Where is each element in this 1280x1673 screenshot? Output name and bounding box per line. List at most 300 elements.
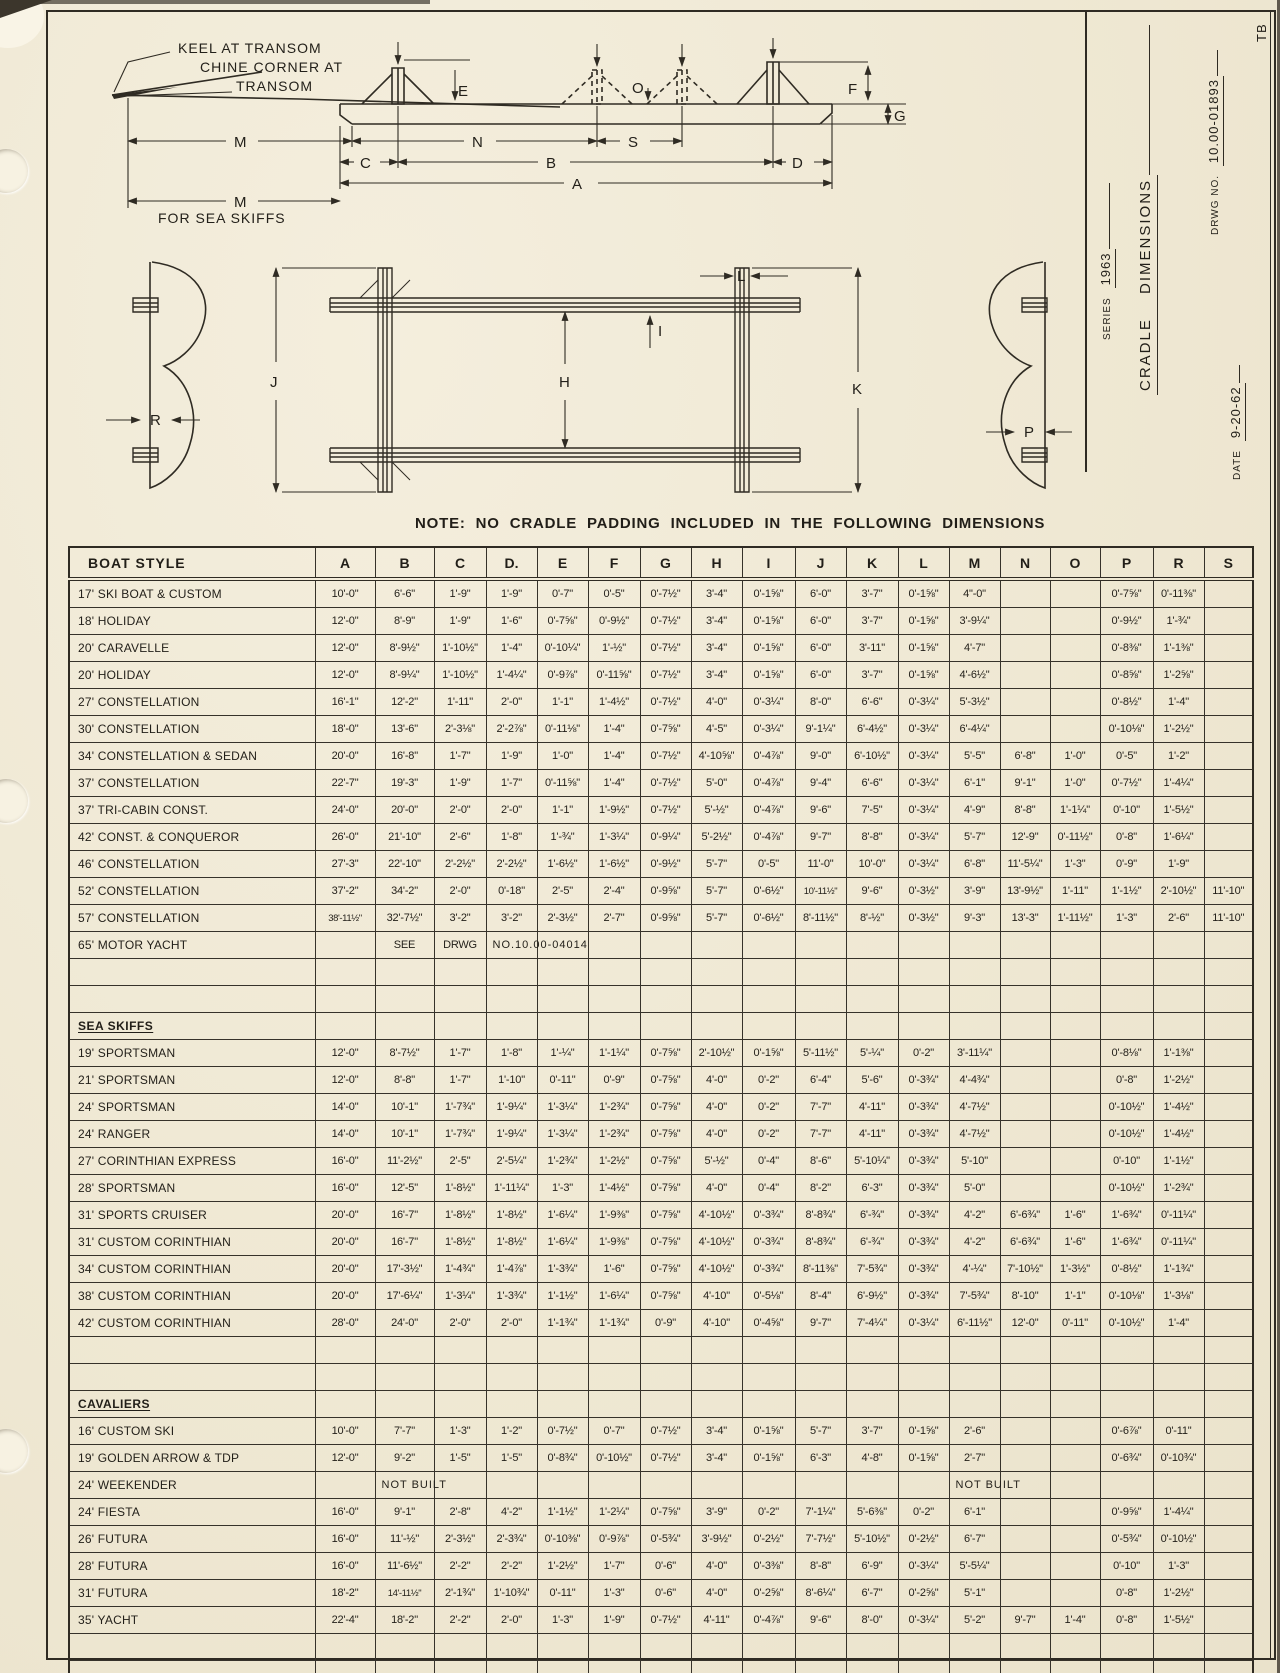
dim-cell-F: 0'-9" (588, 1067, 640, 1094)
dim-cell-S (1204, 662, 1253, 689)
dim-cell-O (1050, 1634, 1100, 1661)
dim-cell-M: 7'-5¾" (949, 1283, 1000, 1310)
dim-cell-R (1153, 986, 1204, 1013)
dim-cell-B (375, 1391, 434, 1418)
dim-cell-H: 4'-0" (691, 1067, 742, 1094)
dim-cell-B (375, 1013, 434, 1040)
dim-cell-B: 12'-5" (375, 1175, 434, 1202)
dim-cell-R (1153, 932, 1204, 959)
dim-cell-M: 4'-7" (949, 635, 1000, 662)
dim-cell-K: 7'-4¼" (846, 1310, 898, 1337)
dim-cell-K: 3'-11" (846, 635, 898, 662)
dim-cell-C: 1'-8½" (434, 1229, 486, 1256)
dim-cell-L: 0'-2" (898, 1499, 949, 1526)
dim-cell-R (1153, 1661, 1204, 1673)
dim-cell-O: 1'-1" (1050, 1283, 1100, 1310)
dim-cell-L: 0'-3¾" (898, 1256, 949, 1283)
dim-cell-G: 0'-7½" (640, 689, 691, 716)
dim-cell-G: 0'-7⅝" (640, 1094, 691, 1121)
dim-cell-H: 4'-0" (691, 1580, 742, 1607)
dim-cell-S (1204, 1634, 1253, 1661)
dim-cell-M (949, 1661, 1000, 1673)
dim-cell-F: 1'-1¼" (588, 1040, 640, 1067)
column-header-N: N (1000, 547, 1050, 579)
dim-cell-O (1050, 1553, 1100, 1580)
dim-cell-S (1204, 1607, 1253, 1634)
dim-cell-O: 1'-6" (1050, 1202, 1100, 1229)
table-row (69, 1445, 1253, 1472)
dim-cell-N (1000, 1067, 1050, 1094)
dim-cell-C: 1'-7" (434, 1040, 486, 1067)
dim-cell-B: 20'-0" (375, 797, 434, 824)
dim-cell-R: 1'-2¾" (1153, 1175, 1204, 1202)
boat-style-cell: 46' CONSTELLATION (69, 851, 315, 878)
dim-cell-I: 0'-2" (742, 1499, 795, 1526)
dim-cell-S (1204, 1553, 1253, 1580)
dim-cell-B: 8'-9½" (375, 635, 434, 662)
dim-cell-C: 2'-5" (434, 1148, 486, 1175)
dim-cell-A (315, 1337, 375, 1364)
dim-cell-M: 5'-5" (949, 743, 1000, 770)
dim-cell-B: 16'-7" (375, 1202, 434, 1229)
dim-cell-M: 5'-10" (949, 1148, 1000, 1175)
dim-cell-D (486, 1364, 537, 1391)
dim-cell-N (1000, 662, 1050, 689)
sea-skiffs-note: FOR SEA SKIFFS (158, 210, 286, 226)
dim-cell-G: 0'-7⅝" (640, 1256, 691, 1283)
boat-style-cell (69, 986, 315, 1013)
dim-cell-G (640, 1013, 691, 1040)
dim-cell-H: 3'-4" (691, 635, 742, 662)
dim-cell-N: 9'-7" (1000, 1607, 1050, 1634)
dim-cell-B: 8'-9" (375, 608, 434, 635)
dim-cell-D: 1'-10" (486, 1067, 537, 1094)
dim-cell-R: 2'-6" (1153, 905, 1204, 932)
dim-cell-F: 1'-2¾" (588, 1121, 640, 1148)
dim-cell-A (315, 1364, 375, 1391)
dim-label-c: C (360, 155, 371, 172)
dim-cell-B: 19'-3" (375, 770, 434, 797)
dim-cell-S (1204, 986, 1253, 1013)
dim-cell-O (1050, 1445, 1100, 1472)
dim-cell-O (1050, 608, 1100, 635)
dim-cell-S: 11'-10" (1204, 878, 1253, 905)
dim-cell-L: 0'-1⅝" (898, 608, 949, 635)
dim-cell-L: 0'-3½" (898, 905, 949, 932)
dim-label-p: P (1024, 424, 1035, 441)
dim-cell-O (1050, 959, 1100, 986)
dim-cell-B: 6'-6" (375, 579, 434, 608)
dim-cell-I: 0'-4⅞" (742, 770, 795, 797)
dim-cell-P: 0'-8" (1100, 1607, 1153, 1634)
dim-cell-P (1100, 1472, 1153, 1499)
dim-cell-C (434, 1391, 486, 1418)
dim-cell-O (1050, 1148, 1100, 1175)
dim-cell-G: 0'-9½" (640, 851, 691, 878)
dim-cell-O (1050, 1121, 1100, 1148)
dim-cell-K: 8'-½" (846, 905, 898, 932)
boat-style-cell: 24' FIESTA (69, 1499, 315, 1526)
dim-cell-O (1050, 1094, 1100, 1121)
hole-punch-icon (0, 1429, 28, 1473)
dim-cell-P: 0'-10" (1100, 1148, 1153, 1175)
dim-cell-M: 5'-1" (949, 1580, 1000, 1607)
dim-cell-I: 0'-1⅝" (742, 635, 795, 662)
dim-cell-K (846, 959, 898, 986)
dim-cell-A: 12'-0" (315, 662, 375, 689)
dim-label-g: G (894, 108, 906, 125)
dim-cell-R: 1'-3" (1153, 1553, 1204, 1580)
dim-cell-B: 7'-7" (375, 1418, 434, 1445)
dim-cell-K: 10'-0" (846, 851, 898, 878)
dim-cell-G: 0'-7⅝" (640, 1499, 691, 1526)
dim-cell-L: 0'-3¼" (898, 716, 949, 743)
dim-cell-O: 0'-11" (1050, 1310, 1100, 1337)
dim-cell-S (1204, 1391, 1253, 1418)
dim-cell-K (846, 1013, 898, 1040)
dim-cell-A: 14'-0" (315, 1094, 375, 1121)
dim-cell-R: 2'-10½" (1153, 878, 1204, 905)
dim-cell-J: 6'-0" (795, 635, 846, 662)
dim-cell-F: 1'-3¼" (588, 824, 640, 851)
dim-cell-F: 0'-9⅞" (588, 1526, 640, 1553)
dim-cell-I (742, 1364, 795, 1391)
dim-cell-G: 0'-7⅝" (640, 1202, 691, 1229)
dim-cell-H: 5'-½" (691, 797, 742, 824)
dim-cell-N (1000, 1661, 1050, 1673)
dim-cell-J (795, 1013, 846, 1040)
dim-cell-K: 3'-7" (846, 608, 898, 635)
dim-cell-G (640, 986, 691, 1013)
dim-cell-M: 4'-2" (949, 1202, 1000, 1229)
dim-cell-E: 1'-6¼" (537, 1229, 588, 1256)
dim-cell-O: 0'-11½" (1050, 824, 1100, 851)
dim-cell-O (1050, 689, 1100, 716)
dim-cell-A (315, 1472, 375, 1499)
dim-cell-N (1000, 1013, 1050, 1040)
boat-style-cell: 24' WEEKENDER (69, 1472, 315, 1499)
dim-cell-L: 0'-1⅝" (898, 635, 949, 662)
dim-cell-E: 0'-7½" (537, 1418, 588, 1445)
dim-cell-I: 0'-3¼" (742, 716, 795, 743)
column-header-K: K (846, 547, 898, 579)
dim-cell-A: 18'-2" (315, 1580, 375, 1607)
boat-style-cell (69, 1337, 315, 1364)
column-header-G: G (640, 547, 691, 579)
dim-cell-I: 0'-2½" (742, 1526, 795, 1553)
dim-cell-P (1100, 1634, 1153, 1661)
dim-cell-M: 5'-0" (949, 1175, 1000, 1202)
dim-cell-N (1000, 1148, 1050, 1175)
table-row (69, 716, 1253, 743)
dim-cell-H (691, 932, 742, 959)
dim-cell-A: 22'-4" (315, 1607, 375, 1634)
dim-cell-P (1100, 1364, 1153, 1391)
table-row (69, 878, 1253, 905)
dim-cell-L: 0'-3¼" (898, 824, 949, 851)
dim-cell-O (1050, 579, 1100, 608)
dim-cell-R: 1'-5½" (1153, 797, 1204, 824)
dimensions-table-wrap (68, 546, 1254, 1673)
dim-cell-E: 1'-1½" (537, 1283, 588, 1310)
dim-cell-G: 0'-7⅝" (640, 1067, 691, 1094)
dim-cell-I (742, 959, 795, 986)
dim-cell-D: 1'-9" (486, 579, 537, 608)
table-row (69, 1553, 1253, 1580)
dim-cell-M (949, 1391, 1000, 1418)
dim-cell-O: 1'-4" (1050, 1607, 1100, 1634)
dim-cell-I (742, 1391, 795, 1418)
dim-cell-M (949, 1634, 1000, 1661)
dim-cell-D: 3'-2" (486, 905, 537, 932)
dim-cell-C: 1'-9" (434, 579, 486, 608)
dim-cell-C: 2'-1¾" (434, 1580, 486, 1607)
dim-cell-K: 5'-10¼" (846, 1148, 898, 1175)
dim-cell-F: 1'-9½" (588, 797, 640, 824)
dim-cell-D: 1'-8" (486, 1040, 537, 1067)
dim-cell-P (1100, 1661, 1153, 1673)
dim-cell-S (1204, 1067, 1253, 1094)
dim-cell-B: 13'-6" (375, 716, 434, 743)
dim-cell-G: 0'-7½" (640, 579, 691, 608)
dim-cell-J: 10'-11½" (795, 878, 846, 905)
dim-cell-E: 0'-11" (537, 1580, 588, 1607)
dim-cell-I: 0'-4⅞" (742, 797, 795, 824)
dim-cell-P: 0'-9½" (1100, 608, 1153, 635)
dim-cell-F: 1'-2¾" (588, 1094, 640, 1121)
dim-cell-J: 6'-0" (795, 608, 846, 635)
dim-cell-A: 20'-0" (315, 1202, 375, 1229)
dim-cell-D: 1'-11¼" (486, 1175, 537, 1202)
dim-cell-L: 0'-3¼" (898, 689, 949, 716)
dim-cell-B (375, 1661, 434, 1673)
dim-cell-J: 11'-0" (795, 851, 846, 878)
dim-cell-A: 20'-0" (315, 1283, 375, 1310)
dim-cell-A (315, 1013, 375, 1040)
dim-cell-S (1204, 770, 1253, 797)
dim-cell-D: 1'-9¼" (486, 1094, 537, 1121)
dim-cell-K: 6'-9" (846, 1553, 898, 1580)
dim-cell-S: 11'-10" (1204, 905, 1253, 932)
dim-cell-G: 0'-9⅝" (640, 905, 691, 932)
dim-cell-E: 1'-6½" (537, 851, 588, 878)
dim-cell-D: 0'-18" (486, 878, 537, 905)
dim-cell-C (434, 986, 486, 1013)
keel-label: KEEL AT TRANSOM (178, 40, 322, 56)
dim-cell-G: 0'-7⅝" (640, 1175, 691, 1202)
dim-cell-A: 16'-0" (315, 1148, 375, 1175)
dim-cell-C: 2'-0" (434, 797, 486, 824)
dim-cell-R: 1'-6¼" (1153, 824, 1204, 851)
dim-cell-R (1153, 1337, 1204, 1364)
dim-cell-B: 16'-8" (375, 743, 434, 770)
dim-cell-C: 1'-5" (434, 1445, 486, 1472)
dim-cell-H: 5'-7" (691, 878, 742, 905)
dim-cell-R (1153, 1472, 1204, 1499)
dim-cell-M (949, 1337, 1000, 1364)
dim-cell-R: 1'-2½" (1153, 1580, 1204, 1607)
dim-cell-M: 4'-¼" (949, 1256, 1000, 1283)
boat-style-cell: 16' CUSTOM SKI (69, 1418, 315, 1445)
boat-style-cell: 17' SKI BOAT & CUSTOM (69, 579, 315, 608)
table-row (69, 1526, 1253, 1553)
dim-cell-D: 1'-10¾" (486, 1580, 537, 1607)
dim-cell-N (1000, 716, 1050, 743)
dim-cell-P (1100, 986, 1153, 1013)
dim-cell-C: 1'-8½" (434, 1202, 486, 1229)
dim-cell-S (1204, 1202, 1253, 1229)
dim-cell-B: 34'-2" (375, 878, 434, 905)
dim-cell-O (1050, 1040, 1100, 1067)
dim-cell-I: 0'-5⅛" (742, 1283, 795, 1310)
table-row (69, 824, 1253, 851)
dim-cell-K: 4'-8" (846, 1445, 898, 1472)
column-header-P: P (1100, 547, 1153, 579)
dim-cell-E: 1'-2½" (537, 1553, 588, 1580)
dim-cell-R: 1'-4¼" (1153, 770, 1204, 797)
dim-cell-P: 1'-1½" (1100, 878, 1153, 905)
dim-cell-E: 2'-5" (537, 878, 588, 905)
dim-cell-E: 1'-2¾" (537, 1148, 588, 1175)
dim-cell-N (1000, 689, 1050, 716)
dim-cell-S (1204, 1364, 1253, 1391)
dim-cell-P (1100, 959, 1153, 986)
table-row (69, 770, 1253, 797)
dim-cell-G: 0'-7⅝" (640, 1040, 691, 1067)
dim-cell-O (1050, 1472, 1100, 1499)
sheet-title-text: CRADLE DIMENSIONS (1137, 175, 1158, 395)
dim-cell-A: 20'-0" (315, 1256, 375, 1283)
chine-label-2: TRANSOM (236, 78, 313, 94)
dim-cell-J: 7'-7" (795, 1121, 846, 1148)
dim-cell-M: 9'-3" (949, 905, 1000, 932)
dim-cell-I: 0'-1⅝" (742, 662, 795, 689)
dim-cell-L: 0'-3¼" (898, 1607, 949, 1634)
dim-cell-D: 4'-2" (486, 1499, 537, 1526)
dim-cell-O (1050, 1067, 1100, 1094)
dim-cell-E (537, 1472, 588, 1499)
dim-cell-O: 1'-0" (1050, 743, 1100, 770)
column-header-O: O (1050, 547, 1100, 579)
dim-cell-R: 1'-4¼" (1153, 1499, 1204, 1526)
dim-cell-N (1000, 608, 1050, 635)
dim-cell-A: 20'-0" (315, 1229, 375, 1256)
dim-cell-E: 0'-11⅛" (537, 716, 588, 743)
dim-cell-F (588, 1013, 640, 1040)
dim-cell-D: 1'-9¼" (486, 1121, 537, 1148)
dim-cell-H: 4'-0" (691, 1175, 742, 1202)
dim-cell-E: 1'-1" (537, 689, 588, 716)
dim-cell-I (742, 1634, 795, 1661)
dim-cell-M: 4"-0" (949, 579, 1000, 608)
dim-cell-P: 0'-8⅜" (1100, 635, 1153, 662)
dim-cell-H: 3'-4" (691, 1418, 742, 1445)
dim-cell-O (1050, 1175, 1100, 1202)
dim-cell-E: 1'-¾" (537, 824, 588, 851)
series-value: 1963 (1098, 250, 1116, 289)
dim-cell-N (1000, 986, 1050, 1013)
dim-cell-E: 0'-11⅝" (537, 770, 588, 797)
dim-cell-S (1204, 579, 1253, 608)
dim-cell-H: 4'-0" (691, 1553, 742, 1580)
dim-cell-S (1204, 1499, 1253, 1526)
boat-style-cell: SEA SKIFFS (69, 1013, 315, 1040)
dim-cell-P: 0'-8⅛" (1100, 1040, 1153, 1067)
dim-cell-O: 1'-3½" (1050, 1256, 1100, 1283)
dim-cell-J (795, 959, 846, 986)
dim-cell-P: 0'-6¾" (1100, 1445, 1153, 1472)
dim-cell-C: 2'-2" (434, 1607, 486, 1634)
dim-cell-R (1153, 1013, 1204, 1040)
dim-cell-O: 1'-1¼" (1050, 797, 1100, 824)
dim-cell-A: 27'-3" (315, 851, 375, 878)
dim-cell-I: 0'-1⅝" (742, 579, 795, 608)
dim-cell-O: 1'-3" (1050, 851, 1100, 878)
dim-cell-J: 9'-1¼" (795, 716, 846, 743)
dim-cell-P: 0'-8" (1100, 1580, 1153, 1607)
boat-style-cell: 30' CONSTELLATION (69, 716, 315, 743)
date-label: DATE (1232, 450, 1243, 480)
boat-style-cell: 34' CUSTOM CORINTHIAN (69, 1256, 315, 1283)
dim-cell-L: 0'-3¾" (898, 1094, 949, 1121)
chine-label-1: CHINE CORNER AT (200, 59, 344, 75)
series-label: SERIES (1102, 297, 1113, 340)
dim-cell-I (742, 986, 795, 1013)
dim-cell-H: 4'-0" (691, 689, 742, 716)
dim-cell-C (434, 959, 486, 986)
dim-cell-P: 0'-8⅝" (1100, 662, 1153, 689)
dim-cell-D: 2'-5¼" (486, 1148, 537, 1175)
dim-cell-I: 0'-4⅞" (742, 824, 795, 851)
dim-cell-F: 1'-9" (588, 1607, 640, 1634)
dim-cell-J: 8'-2" (795, 1175, 846, 1202)
dim-cell-L: 0'-3¼" (898, 770, 949, 797)
dim-cell-F (588, 1364, 640, 1391)
dim-cell-K: 6'-¾" (846, 1202, 898, 1229)
section-row (69, 1013, 1253, 1040)
dim-cell-F: 1'-1¾" (588, 1310, 640, 1337)
dim-cell-C: 2'-8" (434, 1499, 486, 1526)
dim-cell-K: 4'-11" (846, 1094, 898, 1121)
dim-cell-E (537, 959, 588, 986)
dim-cell-I: 0'-1⅝" (742, 1040, 795, 1067)
dim-cell-F: 1'-6½" (588, 851, 640, 878)
dim-cell-S (1204, 1472, 1253, 1499)
dim-cell-K: 3'-7" (846, 662, 898, 689)
dim-cell-R: 1'-2½" (1153, 716, 1204, 743)
dim-cell-B: 8'-9¼" (375, 662, 434, 689)
dim-cell-J: 8'-8" (795, 1553, 846, 1580)
dim-cell-K: 6'-3" (846, 1175, 898, 1202)
boat-style-cell (69, 1634, 315, 1661)
date-value: 9-20-62 (1228, 383, 1246, 441)
boat-style-cell: 37' TRI-CABIN CONST. (69, 797, 315, 824)
dim-cell-R: 1'-1¾" (1153, 1256, 1204, 1283)
dim-cell-B: 10'-1" (375, 1121, 434, 1148)
column-header-I: I (742, 547, 795, 579)
dim-cell-R: 1'-2⅝" (1153, 662, 1204, 689)
dim-cell-P (1100, 932, 1153, 959)
dim-cell-E: 0'-8¾" (537, 1445, 588, 1472)
dim-cell-L: 0'-1⅝" (898, 579, 949, 608)
dim-cell-R: 1'-4½" (1153, 1121, 1204, 1148)
dim-cell-O (1050, 932, 1100, 959)
dim-cell-I: 0'-1⅝" (742, 608, 795, 635)
dim-cell-O (1050, 635, 1100, 662)
dim-cell-G: 0'-7½" (640, 1418, 691, 1445)
dim-cell-C: 1'-10½" (434, 635, 486, 662)
boat-style-cell: 31' CUSTOM CORINTHIAN (69, 1229, 315, 1256)
